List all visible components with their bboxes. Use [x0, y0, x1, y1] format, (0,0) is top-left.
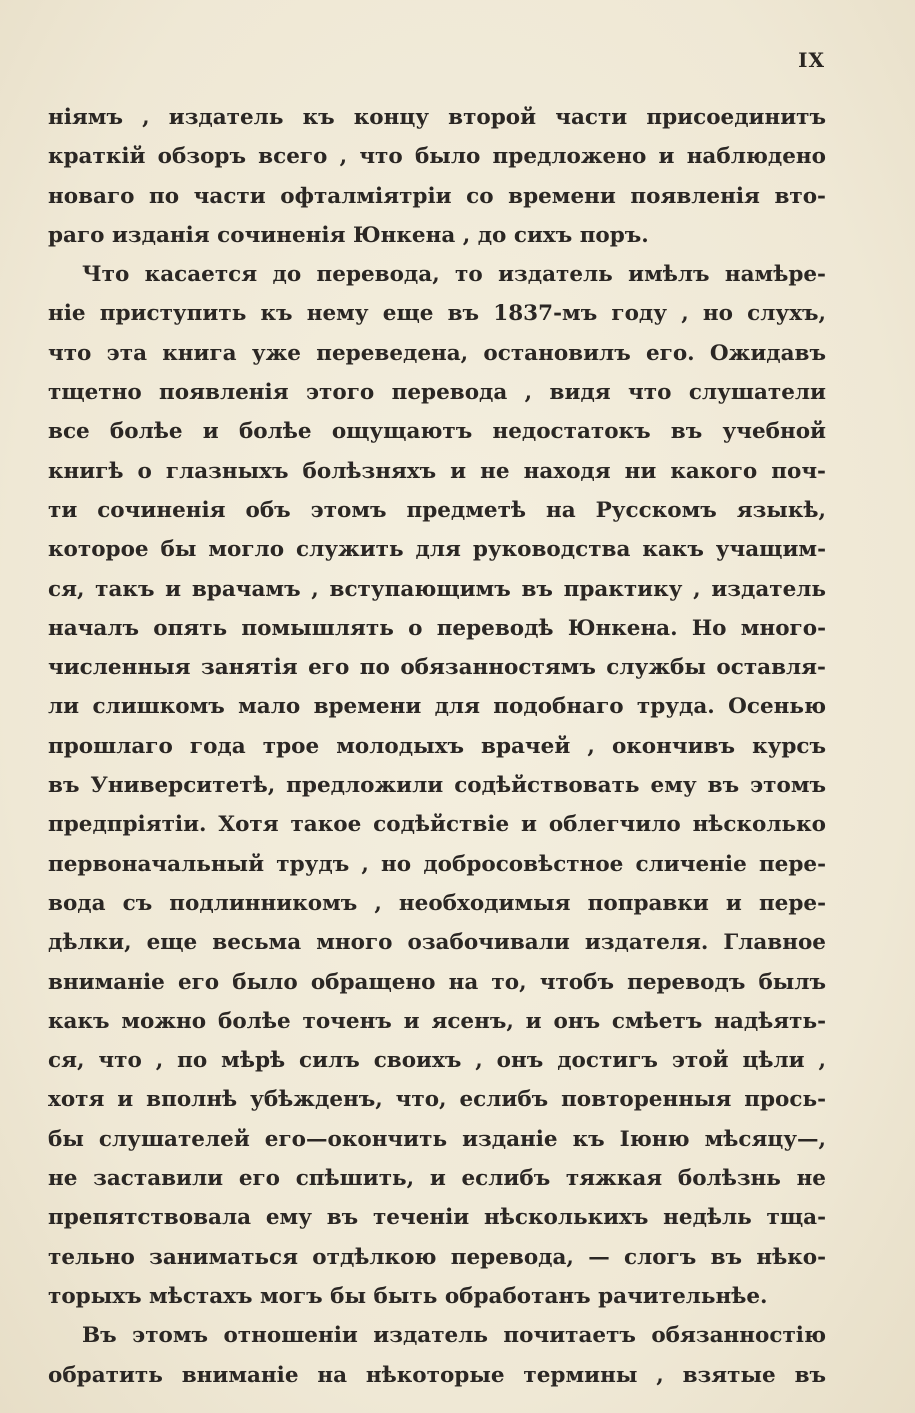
text-line: вниманiе его было обращено на то, чтобъ переводъ былъ	[48, 969, 826, 995]
text-line: прошлаго года трое молодыхъ врачей , окончивъ курсъ	[48, 733, 826, 759]
text-line: не заставили его спѣшить, и еслибъ тяжкая болѣзнь не	[48, 1166, 826, 1192]
text-line: что эта книга уже переведена, остановилъ его. Ожидавъ	[48, 340, 826, 366]
text-line: нiе приступить къ нему еще въ 1837-мъ году , но слухъ,	[48, 301, 826, 327]
text-line: ся, такъ и врачамъ , вступающимъ въ практику , издатель	[48, 576, 826, 602]
text-line: началъ опять помышлять о переводѣ Юнкена. Но много-	[48, 615, 826, 641]
text-line: тельно заниматься отдѣлкою перевода, — слогъ въ нѣко-	[48, 1244, 826, 1270]
text-line: раго изданiя сочиненiя Юнкена , до сихъ поръ.	[48, 222, 649, 248]
text-line: которое бы могло служить для руководства какъ учащим-	[48, 537, 826, 563]
text-line: краткiй обзоръ всего , что было предложено и наблюдено	[48, 144, 826, 170]
paragraph-start-line: Что касается до перевода, то издатель имѣлъ намѣре-	[82, 262, 826, 288]
body-text	[48, 98, 826, 1395]
text-line: вода съ подлинникомъ , необходимыя поправки и пере-	[48, 890, 826, 916]
text-line: какъ можно болѣе точенъ и ясенъ, и онъ смѣетъ надѣять-	[48, 1008, 826, 1034]
text-line: нiямъ , издатель къ концу второй части присоединитъ	[48, 105, 826, 130]
text-line: первоначальный трудъ , но добросовѣстное сличенiе пере-	[48, 851, 826, 877]
text-line: все болѣе и болѣе ощущаютъ недостатокъ въ учебной	[48, 419, 826, 445]
text-line: тщетно появленiя этого перевода , видя что слушатели	[48, 380, 826, 406]
text-line: въ Университетѣ, предложили содѣйствовать ему въ этомъ	[48, 773, 826, 799]
text-line: обратить вниманiе на нѣкоторые термины , взятые въ	[48, 1362, 826, 1388]
page-number: IX	[798, 48, 825, 72]
text-line: ли слишкомъ мало времени для подобнаго труда. Осенью	[48, 694, 826, 720]
text-line: хотя и вполнѣ убѣжденъ, что, еслибъ повторенныя прось-	[48, 1087, 826, 1113]
text-line: бы слушателей его—окончить изданiе къ Iюню мѣсяцу—,	[48, 1126, 826, 1152]
text-line: препятствовала ему въ теченiи нѣсколькихъ недѣль тща-	[48, 1205, 826, 1231]
text-line: численныя занятiя его по обязанностямъ службы оставля-	[48, 655, 826, 681]
text-line: книгѣ о глазныхъ болѣзняхъ и не находя ни какого поч-	[48, 458, 826, 484]
text-line: ся, что , по мѣрѣ силъ своихъ , онъ достигъ этой цѣли ,	[48, 1048, 826, 1074]
text-line: торыхъ мѣстахъ могъ бы быть обработанъ рачительнѣе.	[48, 1283, 768, 1309]
text-line: дѣлки, еще весьма много озабочивали издателя. Главное	[48, 930, 826, 956]
text-line: новаго по части офталмiятрiи со времени появленiя вто-	[48, 183, 826, 209]
text-line: предпрiятiи. Хотя такое содѣйствiе и облегчило нѣсколько	[48, 812, 826, 838]
paragraph-start-line: Въ этомъ отношенiи издатель почитаетъ обязанностiю	[82, 1323, 826, 1349]
text-line: ти сочиненiя объ этомъ предметѣ на Русскомъ языкѣ,	[48, 497, 826, 523]
